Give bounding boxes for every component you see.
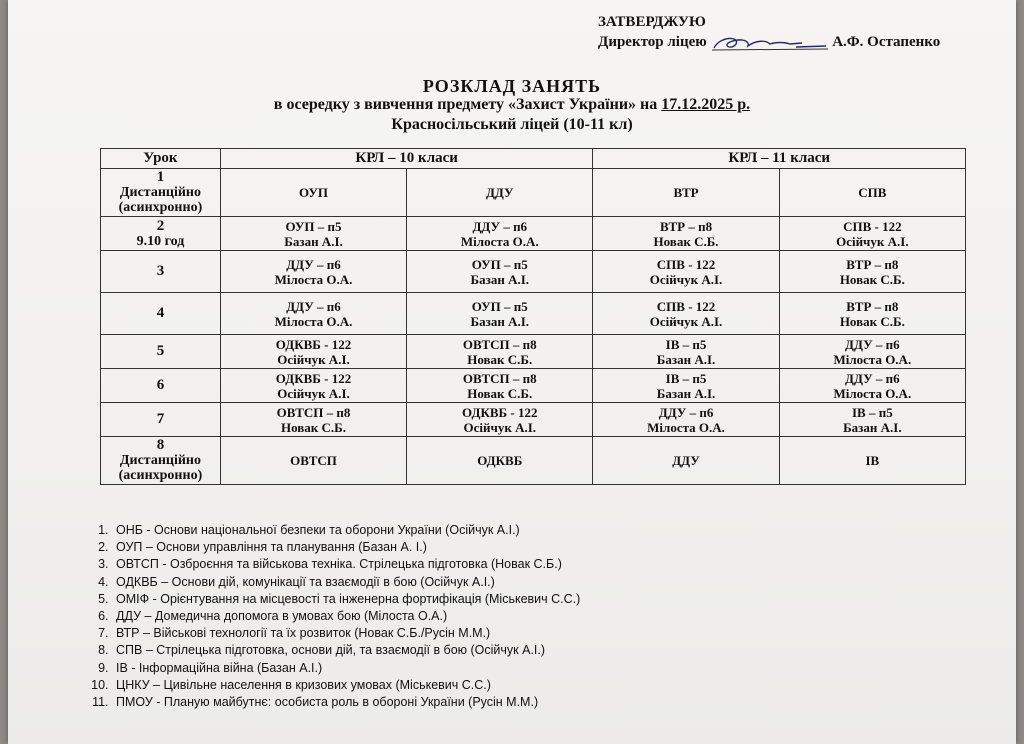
schedule-subtitle: [8, 96, 1016, 114]
subject-room: СПВ - 122: [656, 256, 716, 272]
lesson-number: 8: [156, 437, 165, 453]
teacher-name: Базан А.І.: [470, 313, 530, 329]
lesson-number: 3: [156, 263, 165, 279]
teacher-name: Мілоста О.А.: [274, 271, 353, 287]
abbreviation-legend: [78, 522, 580, 711]
teacher-name: Базан А.І.: [843, 419, 902, 435]
document-page: [8, 0, 1016, 744]
teacher-name: Новак С.Б.: [467, 385, 533, 401]
subject-room: ОУП: [298, 185, 329, 200]
lesson-cell: [101, 251, 221, 293]
header-group-10: КРЛ – 10 класи: [220, 149, 593, 169]
schedule-cell: [407, 251, 593, 293]
schedule-cell: [779, 335, 965, 369]
teacher-name: Базан А.І.: [656, 351, 716, 367]
teacher-name: Новак С.Б.: [839, 313, 905, 329]
lesson-cell: [101, 403, 221, 437]
lesson-note: Дистанційно (асинхронно): [118, 453, 203, 483]
schedule-cell: [593, 169, 779, 217]
schedule-body: [101, 169, 966, 485]
lesson-number: 4: [156, 305, 165, 321]
teacher-name: Базан А.І.: [656, 385, 716, 401]
subject-room: ВТР: [673, 185, 699, 200]
school-name: Красносільський ліцей (10-11 кл): [391, 116, 633, 133]
schedule-cell: [220, 217, 406, 251]
schedule-cell: [779, 217, 965, 251]
lesson-cell: [101, 293, 221, 335]
subject-room: ІВ – п5: [851, 404, 893, 420]
teacher-name: Осійчук А.І.: [277, 385, 350, 401]
schedule-cell: [220, 437, 406, 485]
director-name: А.Ф. Остапенко: [832, 34, 941, 50]
teacher-name: Осійчук А.І.: [836, 233, 909, 249]
subject-room: ДДУ – п6: [845, 336, 900, 352]
table-row: [101, 403, 966, 437]
subject-room: ОВТСП: [290, 453, 337, 468]
teacher-name: Мілоста О.А.: [647, 419, 725, 435]
table-row: [101, 437, 966, 485]
legend-item: 3. ОВТСП - Озброєння та військова техніка. Стрілецька підготовка (Новак С.Б.): [112, 556, 580, 573]
teacher-name: Новак С.Б.: [839, 271, 905, 287]
schedule-cell: [407, 335, 593, 369]
subject-room: ОВТСП – п8: [462, 336, 537, 352]
subject-room: ВТР – п8: [846, 256, 899, 272]
subject-room: ОВТСП – п8: [276, 404, 351, 420]
table-row: [101, 293, 966, 335]
subject-room: ДДУ: [485, 185, 514, 200]
teacher-name: Мілоста О.А.: [274, 313, 353, 329]
table-header-row: [101, 149, 966, 169]
subject-room: ДДУ: [672, 453, 700, 468]
table-row: [101, 369, 966, 403]
subject-room: ОДКВБ: [477, 453, 523, 468]
schedule-cell: [593, 251, 779, 293]
schedule-cell: [593, 369, 779, 403]
teacher-name: Мілоста О.А.: [460, 233, 539, 249]
director-signature: [710, 34, 828, 52]
legend-item: 4. ОДКВБ – Основи дій, комунікації та взаємодії в бою (Осійчук А.І.): [112, 574, 580, 591]
subject-room: ДДУ – п6: [286, 256, 341, 272]
schedule-cell: [220, 251, 406, 293]
legend-item: 10. ЦНКУ – Цивільне населення в кризових умовах (Міськевич С.С.): [112, 677, 580, 694]
lesson-number: 7: [156, 411, 165, 427]
schedule-cell: [407, 293, 593, 335]
schedule-cell: [220, 403, 406, 437]
table-row: [101, 251, 966, 293]
lesson-note: Дистанційно (асинхронно): [118, 185, 203, 215]
legend-item: 11. ПМОУ - Планую майбутнє: особиста роль в обороні України (Русін М.М.): [112, 694, 580, 711]
subject-room: СПВ: [858, 185, 887, 200]
subject-room: ІВ: [865, 453, 880, 468]
lesson-note: 9.10 год: [136, 233, 185, 249]
subject-room: ІВ – п5: [665, 336, 707, 352]
schedule-cell: [593, 403, 779, 437]
legend-item: 6. ДДУ – Домедична допомога в умовах бою (Мілоста О.А.): [112, 608, 580, 625]
legend-item: 9. ІВ - Інформаційна війна (Базан А.І.): [112, 660, 580, 677]
table-row: [101, 217, 966, 251]
subject-room: ОУП – п5: [285, 218, 342, 234]
schedule-cell: [779, 403, 965, 437]
subject-room: ВТР – п8: [846, 298, 899, 314]
schedule-cell: [220, 335, 406, 369]
schedule-cell: [220, 169, 406, 217]
lesson-cell: [101, 369, 221, 403]
lesson-number: 6: [156, 377, 165, 393]
teacher-name: Новак С.Б.: [653, 233, 719, 249]
schedule-cell: [407, 217, 593, 251]
lesson-cell: [101, 217, 221, 251]
schedule-cell: [779, 293, 965, 335]
subject-room: ОВТСП – п8: [462, 370, 537, 386]
subject-room: ВТР – п8: [659, 218, 713, 234]
lesson-number: 5: [156, 343, 165, 359]
subject-room: ІВ – п5: [665, 370, 707, 386]
schedule-cell: [593, 335, 779, 369]
lesson-cell: [101, 335, 221, 369]
schedule-cell: [407, 403, 593, 437]
table-row: [101, 335, 966, 369]
teacher-name: Новак С.Б.: [280, 419, 347, 435]
subject-room: ОДКВБ - 122: [462, 404, 538, 420]
schedule-cell: [407, 169, 593, 217]
schedule-cell: [779, 251, 965, 293]
teacher-name: Новак С.Б.: [467, 351, 533, 367]
schedule-cell: [593, 217, 779, 251]
schedule-title: РОЗКЛАД ЗАНЯТЬ: [422, 76, 602, 96]
header-group-11: КРЛ – 11 класи: [593, 149, 966, 169]
director-line: [598, 32, 940, 52]
subtitle-text: в осередку з вивчення предмету «Захист України» на: [273, 96, 658, 113]
subject-room: ОУП – п5: [471, 298, 528, 314]
subject-room: ДДУ – п6: [472, 218, 528, 234]
legend-item: 1. ОНБ - Основи національної безпеки та оборони України (Осійчук А.І.): [112, 522, 580, 539]
schedule-cell: [779, 369, 965, 403]
subject-room: СПВ - 122: [656, 298, 716, 314]
schedule-cell: [220, 369, 406, 403]
lesson-cell: [101, 169, 221, 217]
subject-room: ДДУ – п6: [286, 298, 341, 314]
subject-room: СПВ - 122: [843, 218, 902, 234]
director-label: Директор ліцею: [598, 34, 707, 50]
subject-room: ДДУ – п6: [658, 404, 714, 420]
schedule-cell: [593, 437, 779, 485]
schedule-cell: [407, 437, 593, 485]
schedule-date: 17.12.2025 р.: [661, 96, 751, 113]
teacher-name: Мілоста О.А.: [833, 351, 912, 367]
subject-room: ОДКВБ - 122: [275, 370, 352, 386]
teacher-name: Осійчук А.І.: [649, 313, 723, 329]
legend-item: 5. ОМІФ - Орієнтування на місцевості та інженерна фортифікація (Міськевич С.С.): [112, 591, 580, 608]
teacher-name: Базан А.І.: [284, 233, 343, 249]
lesson-number: 1: [156, 169, 165, 185]
table-row: [101, 169, 966, 217]
teacher-name: Базан А.І.: [470, 271, 530, 287]
schedule-table: [100, 148, 966, 485]
subject-room: ОДКВБ - 122: [275, 336, 352, 352]
header-lesson: Урок: [101, 149, 221, 169]
schedule-cell: [220, 293, 406, 335]
approval-title: ЗАТВЕРДЖУЮ: [598, 14, 706, 30]
teacher-name: Мілоста О.А.: [833, 385, 912, 401]
schedule-cell: [779, 169, 965, 217]
subject-room: ОУП – п5: [471, 256, 528, 272]
schedule-cell: [593, 293, 779, 335]
teacher-name: Осійчук А.І.: [649, 271, 723, 287]
legend-item: 7. ВТР – Військові технології та їх розвиток (Новак С.Б./Русін М.М.): [112, 625, 580, 642]
legend-item: 2. ОУП – Основи управління та планування (Базан А. І.): [112, 539, 580, 556]
teacher-name: Осійчук А.І.: [463, 419, 537, 435]
schedule-cell: [407, 369, 593, 403]
approval-block: [598, 12, 940, 52]
lesson-number: 2: [156, 217, 165, 234]
legend-item: 8. СПВ – Стрілецька підготовка, основи дій, та взаємодії в бою (Осійчук А.І.): [112, 642, 580, 659]
lesson-cell: [101, 437, 221, 485]
subject-room: ДДУ – п6: [845, 370, 900, 386]
schedule-cell: [779, 437, 965, 485]
teacher-name: Осійчук А.І.: [277, 351, 350, 367]
